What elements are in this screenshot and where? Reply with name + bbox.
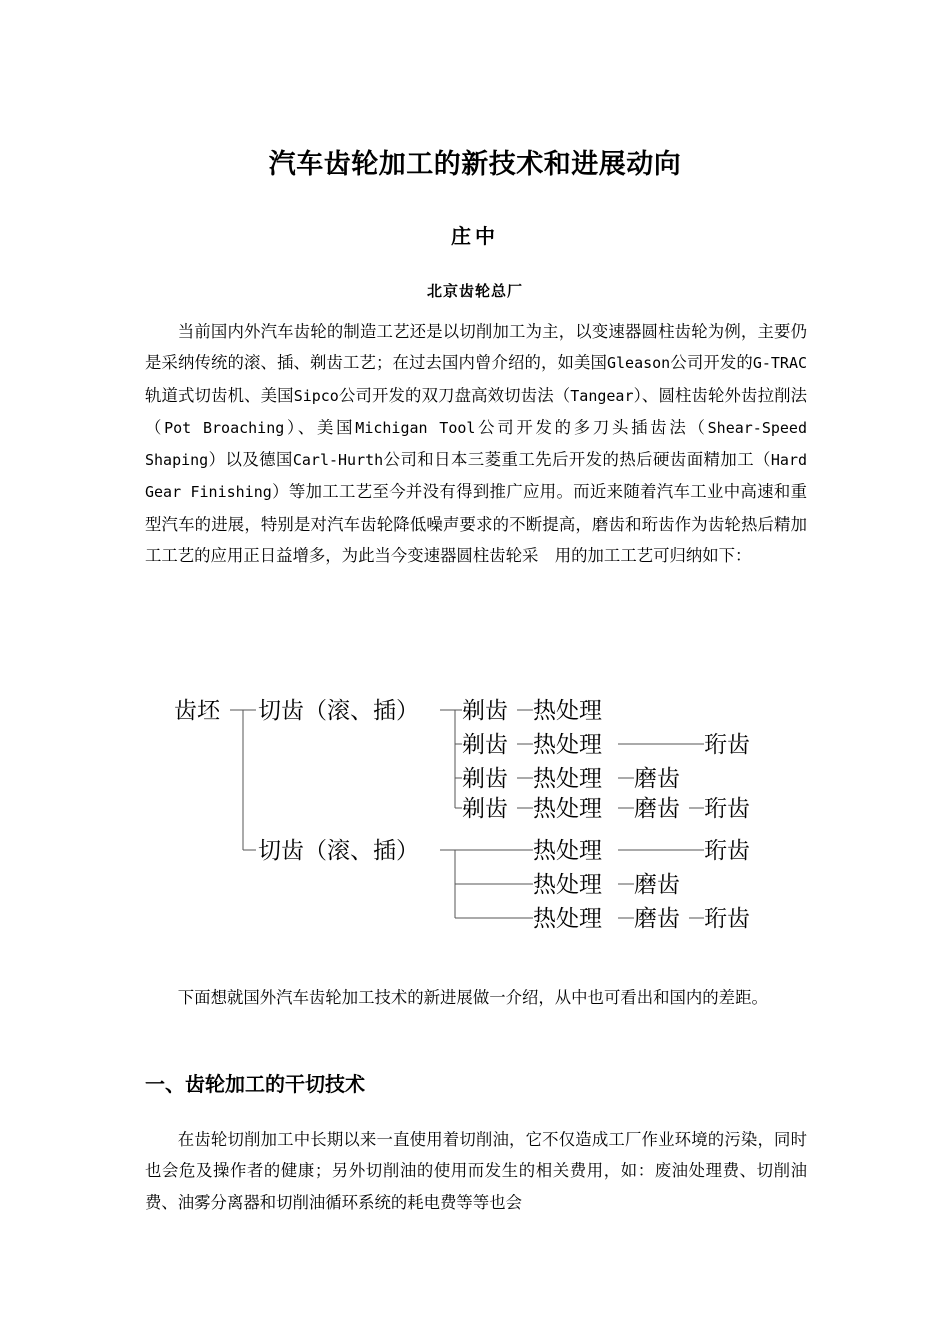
intro-text-3: 轨道式切齿机、美国 (145, 385, 294, 405)
node-cutting-lower: 切齿（滚、插） (258, 838, 419, 864)
term-michigan-tool: Michigan Tool (355, 418, 476, 437)
node-shave-1: 剃齿 (462, 698, 508, 724)
node-heat-1: 热处理 (533, 698, 602, 724)
term-gleason: Gleason (607, 354, 671, 373)
node-grind-7: 磨齿 (634, 906, 680, 932)
node-shave-2: 剃齿 (462, 732, 508, 758)
node-heat-7: 热处理 (533, 906, 602, 932)
document-title: 汽车齿轮加工的新技术和进展动向 (268, 149, 682, 180)
node-grind-6: 磨齿 (634, 872, 680, 898)
node-shave-4: 剃齿 (462, 796, 508, 822)
node-heat-5: 热处理 (533, 838, 602, 864)
term-shear-speed: Shear-Speed Shaping (145, 418, 807, 470)
term-sipco: Sipco (293, 386, 339, 405)
node-hone-2: 珩齿 (704, 732, 750, 758)
node-heat-4: 热处理 (533, 796, 602, 822)
intro-text-1: 当前国内外汽车齿轮的制造工艺还是以切削加工为主，以变速器圆柱齿轮为例，主要仍是采纳传统的滚、插、剃齿工艺；在过去国内曾介绍的，如美国 (145, 322, 807, 373)
node-hone-5: 珩齿 (704, 838, 750, 864)
intro-text-4: 公司开发的双刀盘高效切齿法（ (338, 385, 571, 405)
transition-paragraph: 下面想就国外汽车齿轮加工技术的新进展做一介绍，从中也可看出和国内的差距。 (177, 988, 768, 1007)
intro-text-8: ）以及德国 (208, 450, 293, 470)
node-gear-blank: 齿坯 (174, 698, 220, 724)
dry-cutting-paragraph: 在齿轮切削加工中长期以来一直使用着切削油，它不仅造成工厂作业环境的污染，同时也会危及操作者的健康；另外切削油的使用而发生的相关费用，如：废油处理费、切削油费、油雾分离器和切削油循环系统的耗电费等等也会 (145, 1130, 807, 1212)
intro-paragraph (145, 316, 807, 571)
term-carl-hurth: Carl-Hurth (292, 451, 384, 470)
intro-text-2: 公司开发的 (670, 353, 753, 373)
node-grind-4: 磨齿 (634, 796, 680, 822)
node-heat-3: 热处理 (533, 766, 602, 792)
process-flow-diagram (0, 680, 950, 940)
author-affiliation: 北京齿轮总厂 (426, 282, 523, 300)
intro-text-7: 公司开发的多刀头插齿法（ (475, 417, 708, 437)
node-hone-4: 珩齿 (704, 796, 750, 822)
node-hone-7: 珩齿 (704, 906, 750, 932)
intro-text-9: 公司和日本三菱重工先后开发的热后硬齿面精加工（ (383, 450, 771, 470)
term-hard-gear: Hard Gear Finishing (145, 451, 808, 502)
node-shave-3: 剃齿 (462, 766, 508, 792)
term-pot-broaching: Pot Broaching (164, 418, 285, 437)
node-grind-3: 磨齿 (634, 766, 680, 792)
section-heading-dry-cutting: 一、齿轮加工的干切技术 (145, 1072, 365, 1096)
term-tangear: Tangear (570, 386, 634, 405)
node-cutting-upper: 切齿（滚、插） (258, 698, 419, 724)
author-name: 庄中 (451, 224, 499, 248)
term-gtrac: G-TRAC (752, 354, 808, 373)
node-heat-2: 热处理 (533, 732, 602, 758)
intro-text-5: ）、圆柱齿轮外齿拉削法（ (145, 385, 808, 437)
node-heat-6: 热处理 (533, 872, 602, 898)
intro-text-6: ）、美国 (284, 417, 356, 437)
intro-text-10: ）等加工工艺至今并没有得到推广应用。而近来随着汽车工业中高速和重型汽车的进展，特别是对汽车齿轮降低噪声要求的不断提高，磨齿和珩齿作为齿轮热后精加工工艺的应用正日益增多，为此当今变速器圆柱齿轮采 用的加工工艺可归纳如下： (145, 482, 808, 566)
